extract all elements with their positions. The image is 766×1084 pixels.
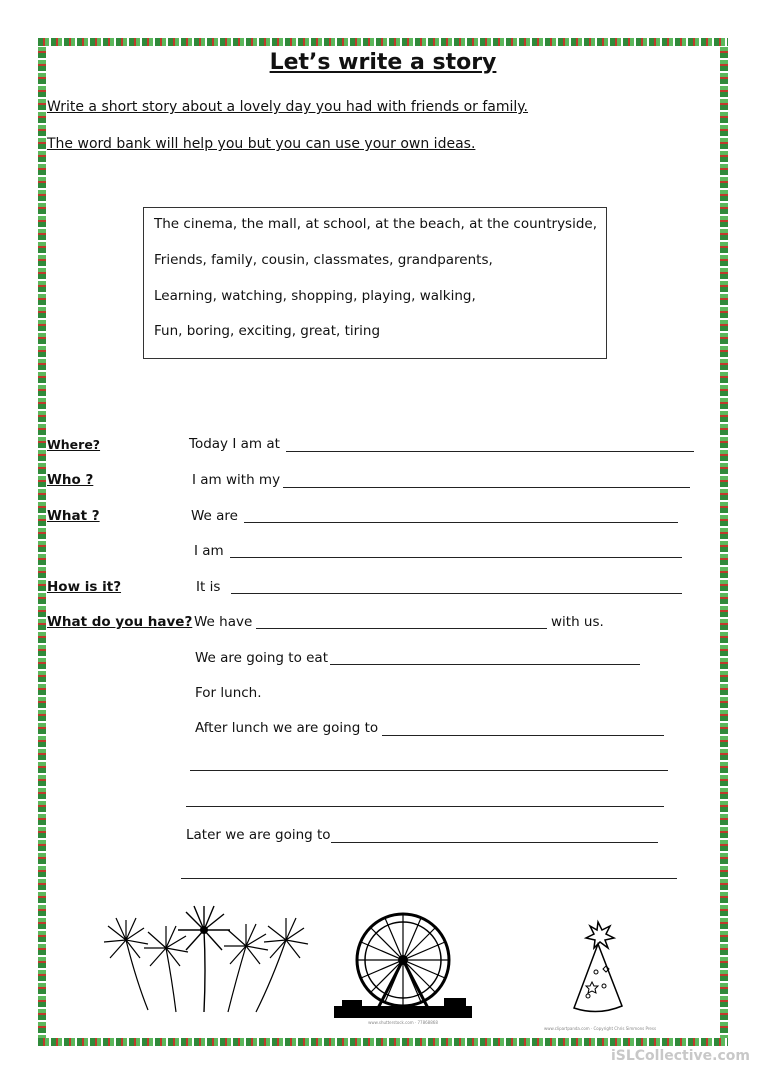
answer-line-extra-1[interactable] xyxy=(190,770,668,771)
firework-burst-1 xyxy=(104,918,148,1010)
answer-line-after-lunch[interactable] xyxy=(382,735,664,736)
answer-line-it-is[interactable] xyxy=(231,593,682,594)
label-how: How is it? xyxy=(47,579,122,595)
prompt-we-have: We have xyxy=(194,614,253,630)
prompt-i-am: I am xyxy=(194,543,224,559)
prompt-today: Today I am at xyxy=(189,436,280,452)
firework-burst-4 xyxy=(224,924,268,1012)
answer-line-eat[interactable] xyxy=(330,664,640,665)
label-what: What ? xyxy=(47,508,100,524)
prompt-for-lunch: For lunch. xyxy=(195,685,262,701)
prompt-with: I am with my xyxy=(192,472,281,488)
fireworks-picture xyxy=(96,900,316,1020)
prompt-later: Later we are going to xyxy=(186,827,331,843)
prompt-we-are: We are xyxy=(191,508,238,524)
firework-burst-2 xyxy=(144,926,188,1012)
answer-line-we-are[interactable] xyxy=(244,522,678,523)
word-bank-box xyxy=(143,207,607,359)
instruction-2: The word bank will help you but you can use your own ideas. xyxy=(47,136,476,152)
ferris-wheel-picture xyxy=(332,908,474,1026)
answer-line-i-am[interactable] xyxy=(230,557,682,558)
word-bank-line-activities: Learning, watching, shopping, playing, walking, xyxy=(154,288,476,304)
label-who: Who ? xyxy=(47,472,94,488)
answer-line-later[interactable] xyxy=(331,842,658,843)
worksheet-title: Let’s write a story xyxy=(269,50,497,75)
prompt-after-lunch: After lunch we are going to xyxy=(195,720,379,736)
instruction-1: Write a short story about a lovely day you had with friends or family. xyxy=(47,99,529,115)
party-hat-picture xyxy=(560,912,640,1017)
label-where: Where? xyxy=(47,437,101,452)
word-bank-line-adjectives: Fun, boring, exciting, great, tiring xyxy=(154,323,381,339)
word-bank-line-people: Friends, family, cousin, classmates, grandparents, xyxy=(154,252,493,268)
firework-burst-5 xyxy=(256,918,308,1012)
watermark: iSLCollective.com xyxy=(610,1048,750,1064)
prompt-with-us: with us. xyxy=(551,614,604,630)
answer-line-where[interactable] xyxy=(286,451,694,452)
hat-caption: www.clipartpanda.com · Copyright Chris Simmons Press xyxy=(544,1026,657,1031)
label-what-have: What do you have? xyxy=(47,614,193,630)
answer-line-extra-3[interactable] xyxy=(181,878,677,879)
prompt-going-eat: We are going to eat xyxy=(195,650,328,666)
word-bank-line-places: The cinema, the mall, at school, at the beach, at the countryside, xyxy=(154,216,598,232)
answer-line-who[interactable] xyxy=(283,487,690,488)
prompt-it-is: It is xyxy=(196,579,221,595)
ferris-caption: www.shutterstock.com · 77868868 xyxy=(368,1020,438,1025)
answer-line-extra-2[interactable] xyxy=(186,806,664,807)
firework-burst-3 xyxy=(178,906,230,1012)
answer-line-we-have[interactable] xyxy=(256,628,547,629)
